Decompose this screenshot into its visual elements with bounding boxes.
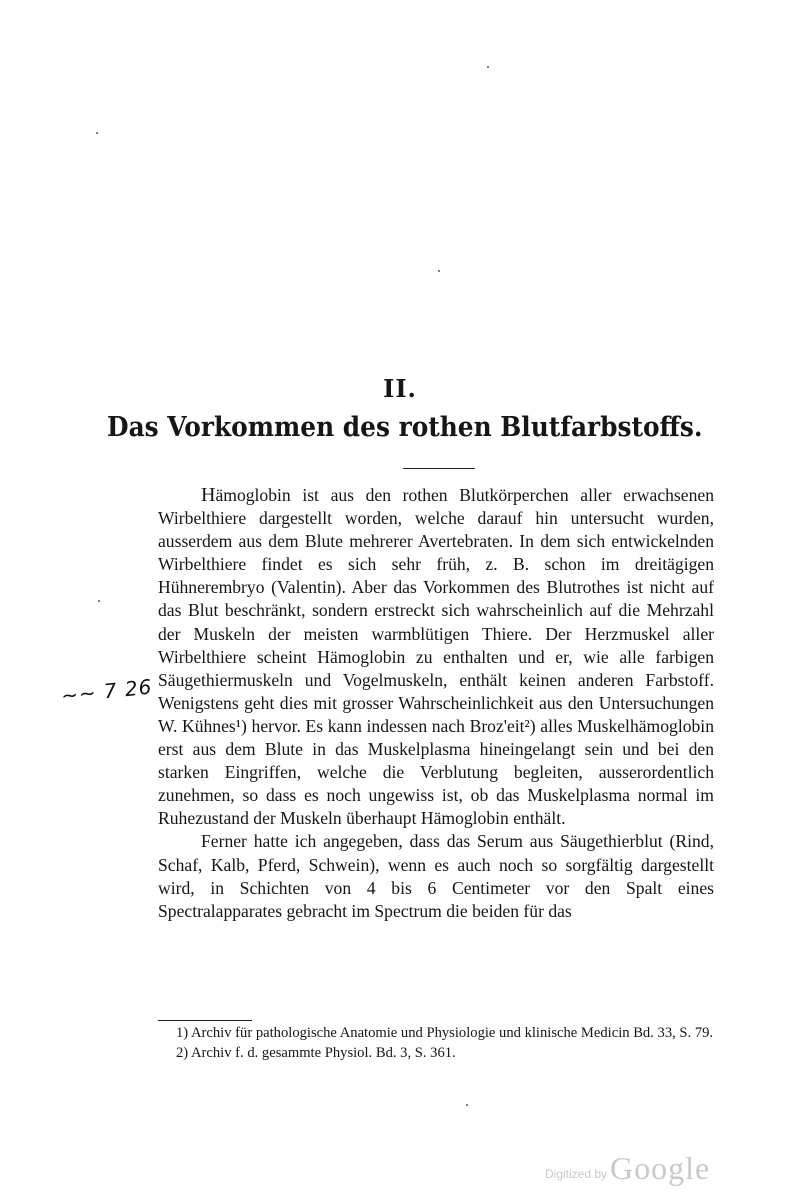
body-text	[158, 484, 714, 923]
scan-speck	[96, 132, 98, 134]
scan-speck	[438, 270, 440, 272]
footnote: 2) Archiv f. d. gesammte Physiol. Bd. 3, S. 361.	[176, 1044, 456, 1061]
title-divider	[403, 468, 475, 469]
scan-speck	[466, 1104, 468, 1106]
paragraph: Ferner hatte ich angegeben, dass das Serum aus Säugethierblut (Rind, Schaf, Kalb, Pferd, Schwein), wenn es auch noch so sorgfältig dargestellt wird, in Schichten von 4 bis 6 Centimeter vor den Spalt eines Spectralapparates gebracht im Spectrum die beiden für das	[158, 831, 714, 921]
scan-speck	[98, 600, 100, 602]
footnote-divider	[158, 1020, 252, 1021]
digitized-by-google-watermark	[545, 1150, 715, 1190]
google-logo-text: Google	[610, 1150, 711, 1186]
watermark-small-text: Digitized by	[545, 1167, 608, 1181]
handwritten-margin-note: ~~ 7 26	[60, 674, 154, 708]
footnote: 1) Archiv für pathologische Anatomie und Physiologie und klinische Medicin Bd. 33, S. 79.	[176, 1025, 714, 1041]
paragraph: Hämoglobin ist aus den rothen Blutkörperchen aller erwachsenen Wirbelthiere dargestellt worden, welche darauf hin untersucht wurden, ausserdem aus dem Blute mehrerer Avertebraten. In dem sich entwickelnden Wirbelthiere findet es sich sehr früh, z. B. schon im dreitägigen Hühnerembryo (Valentin). Aber das Vorkommen des Blutrothes ist nicht auf das Blut beschränkt, sondern erstreckt sich wahrscheinlich auf die Mehrzahl der Muskeln der meisten warmblütigen Thiere. Der Herzmuskel aller Wirbelthiere scheint Hämoglobin zu enthalten und er, wie alle farbigen Säugethiermuskeln und Vogelmuskeln, enthält keinen anderen Farbstoff. Wenigstens geht dies mit grosser Wahrscheinlichkeit aus den Untersuchungen W. Kühnes¹) hervor. Es kann indessen nach Broz'eit²) alles Muskelhämoglobin erst aus dem Blute in das Muskelplasma hineingelangt sein und bei den starken Eingriffen, welche die Verblutung begleiten, ausserordentlich zunehmen, so dass es noch ungewiss ist, ob das Muskelplasma normal im Ruhezustand der Muskeln überhaupt Hämoglobin enthält.	[158, 484, 714, 829]
scan-speck	[487, 66, 489, 68]
footnotes	[158, 1024, 714, 1063]
chapter-number: II.	[383, 374, 417, 403]
chapter-title: Das Vorkommen des rothen Blutfarbstoffs.	[107, 412, 703, 443]
